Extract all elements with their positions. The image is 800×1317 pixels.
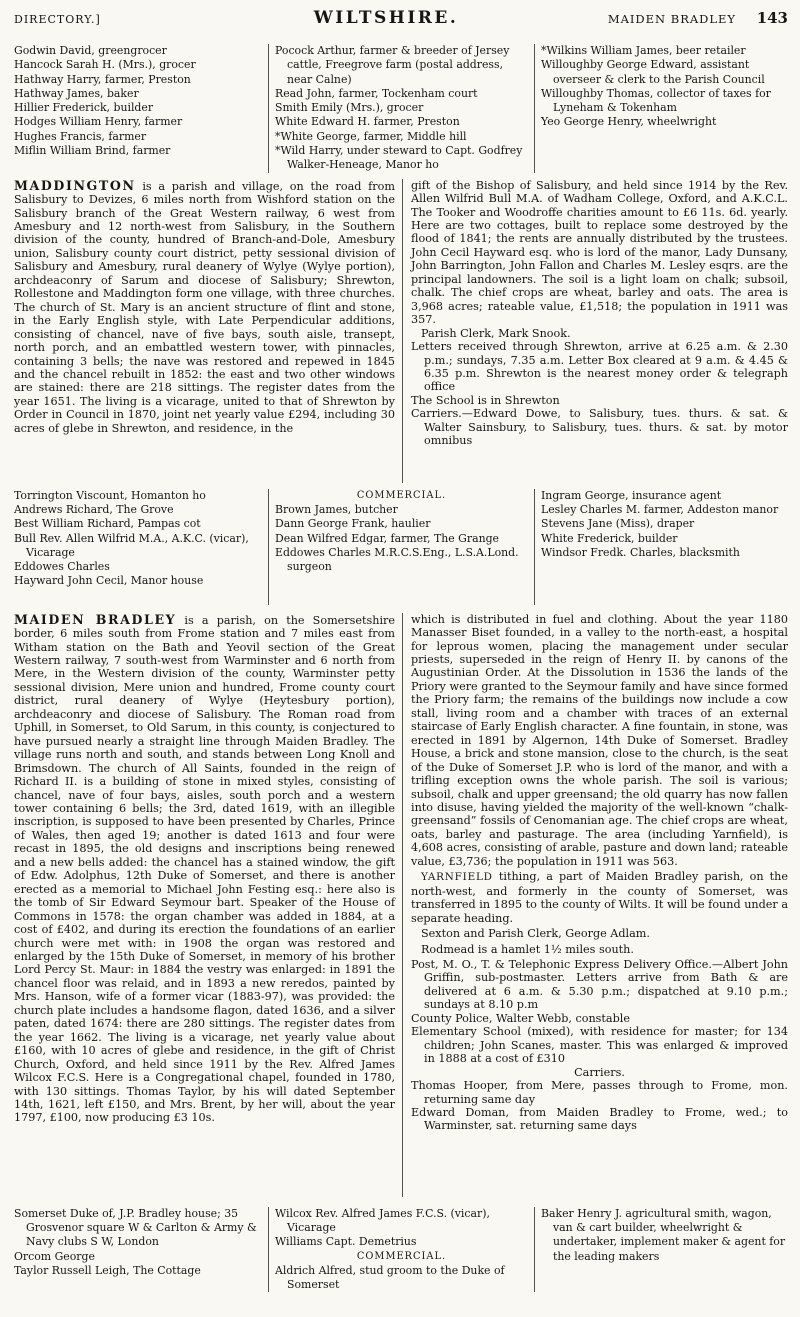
residents-col2 <box>268 489 534 605</box>
directory-entry: Best William Richard, Pampas cot <box>14 517 201 531</box>
maiden-bradley-body-right: which is distributed in fuel and clothing. About the year 1180 Manasser Biset founded, in a valley to the north-east, a hospital for leprous women, placing the management under secular priests, superseded in the reign of Henry II. by canons of the Augustinian Order. At the Dissolution in 1536 the lands of the Priory were granted to the Seymour family and have since formed the Priory farm; the remains of the buildings now include a cow stall, living room and a chamber with traces of an external staircase of Early English character. A fine fountain, in stone, was erected in 1891 by Algernon, 14th Duke of Somerset. Bradley House, a brick and stone mansion, close to the church, is the seat of the Duke of Somerset J.P. who is lord of the manor, and with a trifling exception owns the whole parish. The soil is various; subsoil, chalk and upper greensand; the old quarry has now fallen into disuse, having yielded the majority of the well-known “chalk-greensand” fossils of Cenomanian age. The chief crops are wheat, oats, barley and pasturage. The area (including Yarnfield), is 4,608 acres, consisting of arable, pasture and down land; rateable value, £3,736; the population in 1911 was 563. <box>411 612 788 868</box>
maddington-col-left <box>14 179 402 483</box>
directory-entry: Hillier Frederick, builder <box>14 101 154 115</box>
directory-entry: Smith Emily (Mrs.), grocer <box>275 101 424 115</box>
directory-entry: White Frederick, builder <box>541 531 678 545</box>
maddington-school-note: The School is in Shrewton <box>411 393 560 407</box>
directory-entry: Dann George Frank, haulier <box>275 517 431 531</box>
carrier-entry: Edward Doman, from Maiden Bradley to Frome, wed.; to Warminster, sat. returning same days <box>411 1105 788 1133</box>
post-office-info: Post, M. O., T. & Telephonic Express Delivery Office.—Albert John Griffin, sub-postmaster. Letters arrive from Bath & are delivered at 6 a.m. & 5.30 p.m.; dispatched at 9.10 p.m.; sundays at 8.10 p.m <box>411 958 788 1012</box>
directory-entry: Dean Wilfred Edgar, farmer, The Grange <box>275 531 499 545</box>
carrier-entry: Thomas Hooper, from Mere, passes through to Frome, mon. returning same day <box>411 1079 788 1106</box>
directory-entry: Hodges William Henry, farmer <box>14 115 183 129</box>
rodmead-note: Rodmead is a hamlet 1½ miles south. <box>421 942 634 956</box>
maddington-postal-info: Letters received through Shrewton, arrive at 6.25 a.m. & 2.30 p.m.; sundays, 7.35 a.m. Letter Box cleared at 9 a.m. & 4.45 & 6.35 p.m. Shrewton is the nearest money order & telegraph office <box>411 340 788 394</box>
elementary-school-note: Elementary School (mixed), with residence for master; for 134 children; John Scanes, master. This was enlarged & improved in 1888 at a cost of £310 <box>411 1025 788 1066</box>
maiden-bradley-paragraph <box>14 613 395 1125</box>
directory-entry: Godwin David, greengrocer <box>14 44 167 57</box>
bottom-col1 <box>14 1207 268 1293</box>
maddington-body-left: is a parish and village, on the road from Salisbury to Devizes, 6 miles north from Wishford station on the Salisbury branch of the Great Western railway, 6 west from Amesbury and 12 north-west from Salisbury, in the Southern division of the county, hundred of Branch-and-Dole, Amesbury union, Salisbury county court district, petty sessional division of Salisbury and Amesbury, rural deanery of Wylye (Wylye portion), archdeaconry of Sarum and diocese of Salisbury; Shrewton, Rollestone and Maddington form one village, with three churches. The church of St. Mary is an ancient structure of flint and stone, in the Early English style, with Late Perpendicular additions, consisting of chancel, nave of five bays, south aisle, transept, north porch, and an embattled western tower, with pinnacles, containing 3 bells; the nave was restored and repewed in 1845 and the chancel rebuilt in 1852: the east and two other windows are stained: there are 218 sittings. The register dates from the year 1651. The living is a vicarage, united to that of Shrewton by Order in Council in 1870, joint net yearly value £294, including 30 acres of glebe in Shrewton, and residence, in the <box>14 179 395 435</box>
county-police-note: County Police, Walter Webb, constable <box>411 1011 630 1025</box>
top-entries-section <box>14 44 788 173</box>
directory-entry: Hughes Francis, farmer <box>14 129 147 143</box>
directory-entry: Yeo George Henry, wheelwright <box>541 115 717 129</box>
directory-entry: Hayward John Cecil, Manor house <box>14 574 204 588</box>
directory-entry: Baker Henry J. agricultural smith, wagon, van & cart builder, wheelwright & undertaker, implement maker & agent for the leading makers <box>541 1206 786 1263</box>
top-entries-col2 <box>268 44 534 173</box>
directory-entry: Brown James, butcher <box>275 502 398 516</box>
directory-entry: White Edward H. farmer, Preston <box>275 115 460 129</box>
maddington-body-right: gift of the Bishop of Salisbury, and held since 1914 by the Rev. Allen Wilfrid Bull M.A. of Wadham College, Oxford, and A.K.C.L. The Tooker and Woodroffe charities amount to £6 11s. 6d. yearly. Here are two cottages, built to replace some destroyed by the flood of 1841; the rents are annually distributed by the trustees. John Cecil Hayward esq. who is lord of the manor, Lady Dunsany, John Barrington, John Fallon and Charles M. Lesley esqrs. are the principal landowners. The soil is a light loam on chalk; subsoil, chalk. The chief crops are wheat, barley and oats. The area is 3,968 acres; rateable value, £1,518; the population in 1911 was 357. <box>411 178 788 327</box>
directory-entry: Pocock Arthur, farmer & breeder of Jersey cattle, Freegrove farm (postal address, near Calne) <box>275 44 510 86</box>
maddington-paragraph <box>14 179 395 436</box>
header-directory-label: DIRECTORY.] <box>14 13 101 26</box>
bottom-col3 <box>534 1207 788 1293</box>
maddington-col-right <box>402 179 788 483</box>
directory-entry: Hancock Sarah H. (Mrs.), grocer <box>14 58 196 72</box>
directory-entry: *Wild Harry, under steward to Capt. Godfrey Walker-Heneage, Manor ho <box>275 144 523 172</box>
directory-entry: Somerset Duke of, J.P. Bradley house; 35 Grosvenor square W & Carlton & Army & Navy clubs S W, London <box>14 1206 257 1249</box>
directory-entry: Wilcox Rev. Alfred James F.C.S. (vicar), Vicarage <box>275 1206 490 1234</box>
carriers-heading: Carriers. <box>574 1065 625 1079</box>
directory-entry: Orcom George <box>14 1249 95 1263</box>
top-entries-col3 <box>534 44 788 173</box>
yarnfield-body: tithing, a part of Maiden Bradley parish, on the north-west, and formerly in the county of Somerset, was transferred in 1895 to the county of Wilts. It will be found under a separate heading. <box>411 870 788 925</box>
county-title: WILTSHIRE. <box>313 8 459 28</box>
directory-entry: Stevens Jane (Miss), draper <box>541 517 695 531</box>
page-header <box>14 8 788 32</box>
running-head-parish: MAIDEN BRADLEY <box>607 12 737 26</box>
directory-entry: Torrington Viscount, Homanton ho <box>14 488 206 502</box>
directory-entry: Andrews Richard, The Grove <box>14 502 174 516</box>
directory-entry: Bull Rev. Allen Wilfrid M.A., A.K.C. (vicar), Vicarage <box>14 531 249 559</box>
maiden-bradley-col-left <box>14 613 402 1197</box>
directory-entry: *Wilkins William James, beer retailer <box>541 44 746 57</box>
maiden-bradley-heading: MAIDEN BRADLEY <box>14 611 177 627</box>
running-head <box>538 9 788 27</box>
directory-entry: *White George, farmer, Middle hill <box>275 129 467 143</box>
directory-entry: Ingram George, insurance agent <box>541 488 722 502</box>
directory-entry: Willoughby George Edward, assistant overseer & clerk to the Parish Council <box>541 58 765 86</box>
directory-entry: Aldrich Alfred, stud groom to the Duke of Somerset <box>275 1263 505 1292</box>
directory-entry: Willoughby Thomas, collector of taxes for Lyneham & Tokenham <box>541 86 771 115</box>
maiden-bradley-col-right <box>402 613 788 1197</box>
yarnfield-paragraph <box>411 870 788 925</box>
residents-list-section <box>14 489 788 605</box>
directory-entry: Hathway James, baker <box>14 86 139 100</box>
directory-entry: Hathway Harry, farmer, Preston <box>14 72 191 86</box>
maddington-article <box>14 179 788 483</box>
maddington-carriers: Carriers.—Edward Dowe, to Salisbury, tues. thurs. & sat. & Walter Sainsbury, to Salisbury, tues. thurs. & sat. by motor omnibus <box>411 407 788 448</box>
residents-col1 <box>14 489 268 605</box>
maddington-parish-clerk: Parish Clerk, Mark Snook. <box>421 326 571 340</box>
page-number: 143 <box>756 9 788 27</box>
commercial-heading: COMMERCIAL. <box>356 489 447 501</box>
sexton-note: Sexton and Parish Clerk, George Adlam. <box>421 927 650 941</box>
bottom-entries-section <box>14 1207 788 1293</box>
top-entries-col1 <box>14 44 268 173</box>
directory-entry: Williams Capt. Demetrius <box>275 1235 417 1249</box>
directory-entry: Eddowes Charles M.R.C.S.Eng., L.S.A.Lond. surgeon <box>275 545 519 574</box>
directory-entry: Miflin William Brind, farmer <box>14 144 171 158</box>
commercial-heading: COMMERCIAL. <box>356 1250 447 1262</box>
directory-entry: Windsor Fredk. Charles, blacksmith <box>541 545 740 559</box>
yarnfield-heading: YARNFIELD <box>421 871 493 884</box>
maddington-heading: MADDINGTON <box>14 177 136 193</box>
directory-entry: Read John, farmer, Tockenham court <box>275 86 478 100</box>
directory-entry: Lesley Charles M. farmer, Addeston manor <box>541 502 779 516</box>
bottom-col2 <box>268 1207 534 1293</box>
maiden-bradley-body-left: is a parish, on the Somersetshire border, 6 miles south from Frome station and 7 miles east from Witham station on the Bath and Yeovil section of the Great Western railway, 7 south-west from Warminster and 6 north from Mere, in the Western division of the county, Warminster petty sessional division, Mere union and hundred, Frome county court district, rural deanery of Wylye (Heytesbury portion), archdeaconry and diocese of Salisbury. The Roman road from Uphill, in Somerset, to Old Sarum, in this county, is conjectured to have pursued nearly a straight line through Maiden Bradley. The village runs north and south, and stands between Long Knoll and Brimsdown. The church of All Saints, founded in the reign of Richard II. is a building of stone in mixed styles, consisting of chancel, nave of four bays, aisles, south porch and a western tower containing 6 bells; the 3rd, dated 1619, with an illegible inscription, is supposed to have been presented by Charles, Prince of Wales, then aged 19; another is dated 1613 and four were recast in 1895, the old designs and inscriptions being renewed and a new bells added: the chancel has a stained window, the gift of Edw. Adolphus, 12th Duke of Somerset, and there is another erected as a memorial to Michael John Festing esq.: here also is the tomb of Sir Edward Seymour bart. Speaker of the House of Commons in 1578: the organ chamber was added in 1884, at a cost of £402, and during its erection the foundations of an earlier church were met with: in 1908 the organ was restored and enlarged by the 15th Duke of Somerset, in memory of his brother Lord Percy St. Maur: in 1884 the vestry was enlarged: in 1891 the chancel floor was relaid, and in 1893 a new reredos, painted by Mrs. Hanson, wife of a former vicar (1883-97), was provided: the church plate includes a handsome flagon, dated 1636, and a silver paten, dated 1674: there are 280 sittings. The register dates from the year 1662. The living is a vicarage, net yearly value about £160, with 10 acres of glebe and residence, in the gift of Christ Church, Oxford, and held since 1911 by the Rev. Alfred James Wilcox F.C.S. Here is a Congregational chapel, founded in 1780, with 130 sittings. Thomas Taylor, by his will dated September 14th, 1621, left £150, and Mrs. Brent, by her will, about the year 1797, £100, now producing £3 10s. <box>14 613 395 1125</box>
maiden-bradley-article <box>14 613 788 1197</box>
residents-col3 <box>534 489 788 605</box>
directory-entry: Eddowes Charles <box>14 560 110 574</box>
directory-entry: Taylor Russell Leigh, The Cottage <box>14 1263 201 1277</box>
